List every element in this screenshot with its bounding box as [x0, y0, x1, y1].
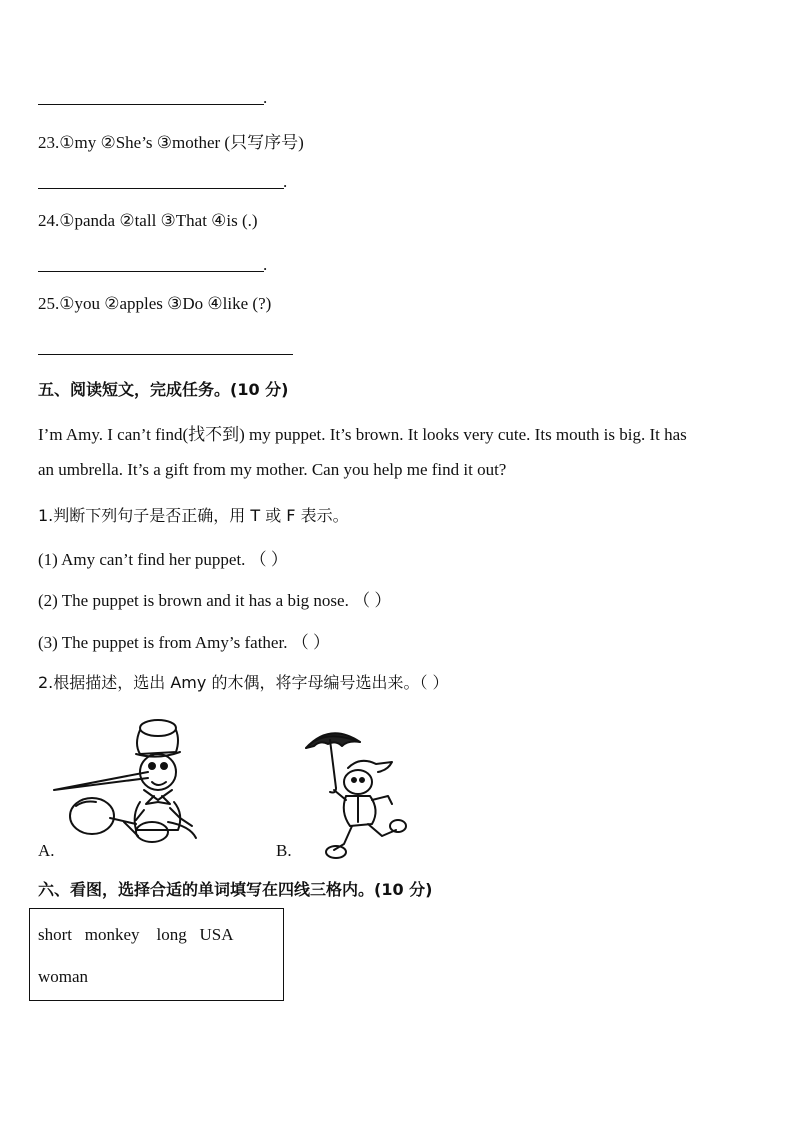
answer-line-23-punct: .	[283, 172, 288, 191]
passage-line-1: I’m Amy. I can’t find(找不到) my puppet. It’s brown. It looks very cute. Its mouth is big. It has	[38, 425, 687, 444]
section-6-heading: 六、看图，选择合适的单词填写在四线三格内。(10 分)	[38, 880, 433, 899]
answer-line-25	[38, 354, 293, 355]
section-5-heading: 五、阅读短文，完成任务。(10 分)	[38, 380, 289, 399]
puppet-long-nose-image	[40, 714, 205, 844]
tf-item-1: (1) Amy can’t find her puppet. （ ）	[38, 550, 288, 569]
option-a-label: A.	[38, 841, 55, 860]
option-b-label: B.	[276, 841, 292, 860]
answer-line-23	[38, 188, 284, 189]
answer-line-24-punct: .	[263, 255, 268, 274]
word-bank-line-2: woman	[38, 967, 89, 986]
word-bank-box	[29, 908, 284, 1001]
question-24: 24.①panda ②tall ③That ④is (.)	[38, 211, 258, 230]
passage-line-2: an umbrella. It’s a gift from my mother. Can you help me find it out?	[38, 460, 507, 479]
question-25: 25.①you ②apples ③Do ④like (?)	[38, 294, 272, 313]
tf-item-3: (3) The puppet is from Amy’s father. （ ）	[38, 633, 330, 652]
question-23: 23.①my ②She’s ③mother (只写序号)	[38, 133, 304, 152]
word-bank-line-1: short monkey long USA	[38, 925, 234, 944]
answer-line-24	[38, 271, 264, 272]
task-1-instruction: 1.判断下列句子是否正确，用 T 或 F 表示。	[38, 506, 349, 525]
puppet-umbrella-image	[300, 726, 410, 862]
tf-item-2: (2) The puppet is brown and it has a big nose. （ ）	[38, 591, 392, 610]
answer-line-22	[38, 104, 264, 105]
answer-line-22-punct: .	[263, 88, 268, 107]
task-2-instruction: 2.根据描述，选出 Amy 的木偶，将字母编号选出来。（ ）	[38, 673, 449, 692]
